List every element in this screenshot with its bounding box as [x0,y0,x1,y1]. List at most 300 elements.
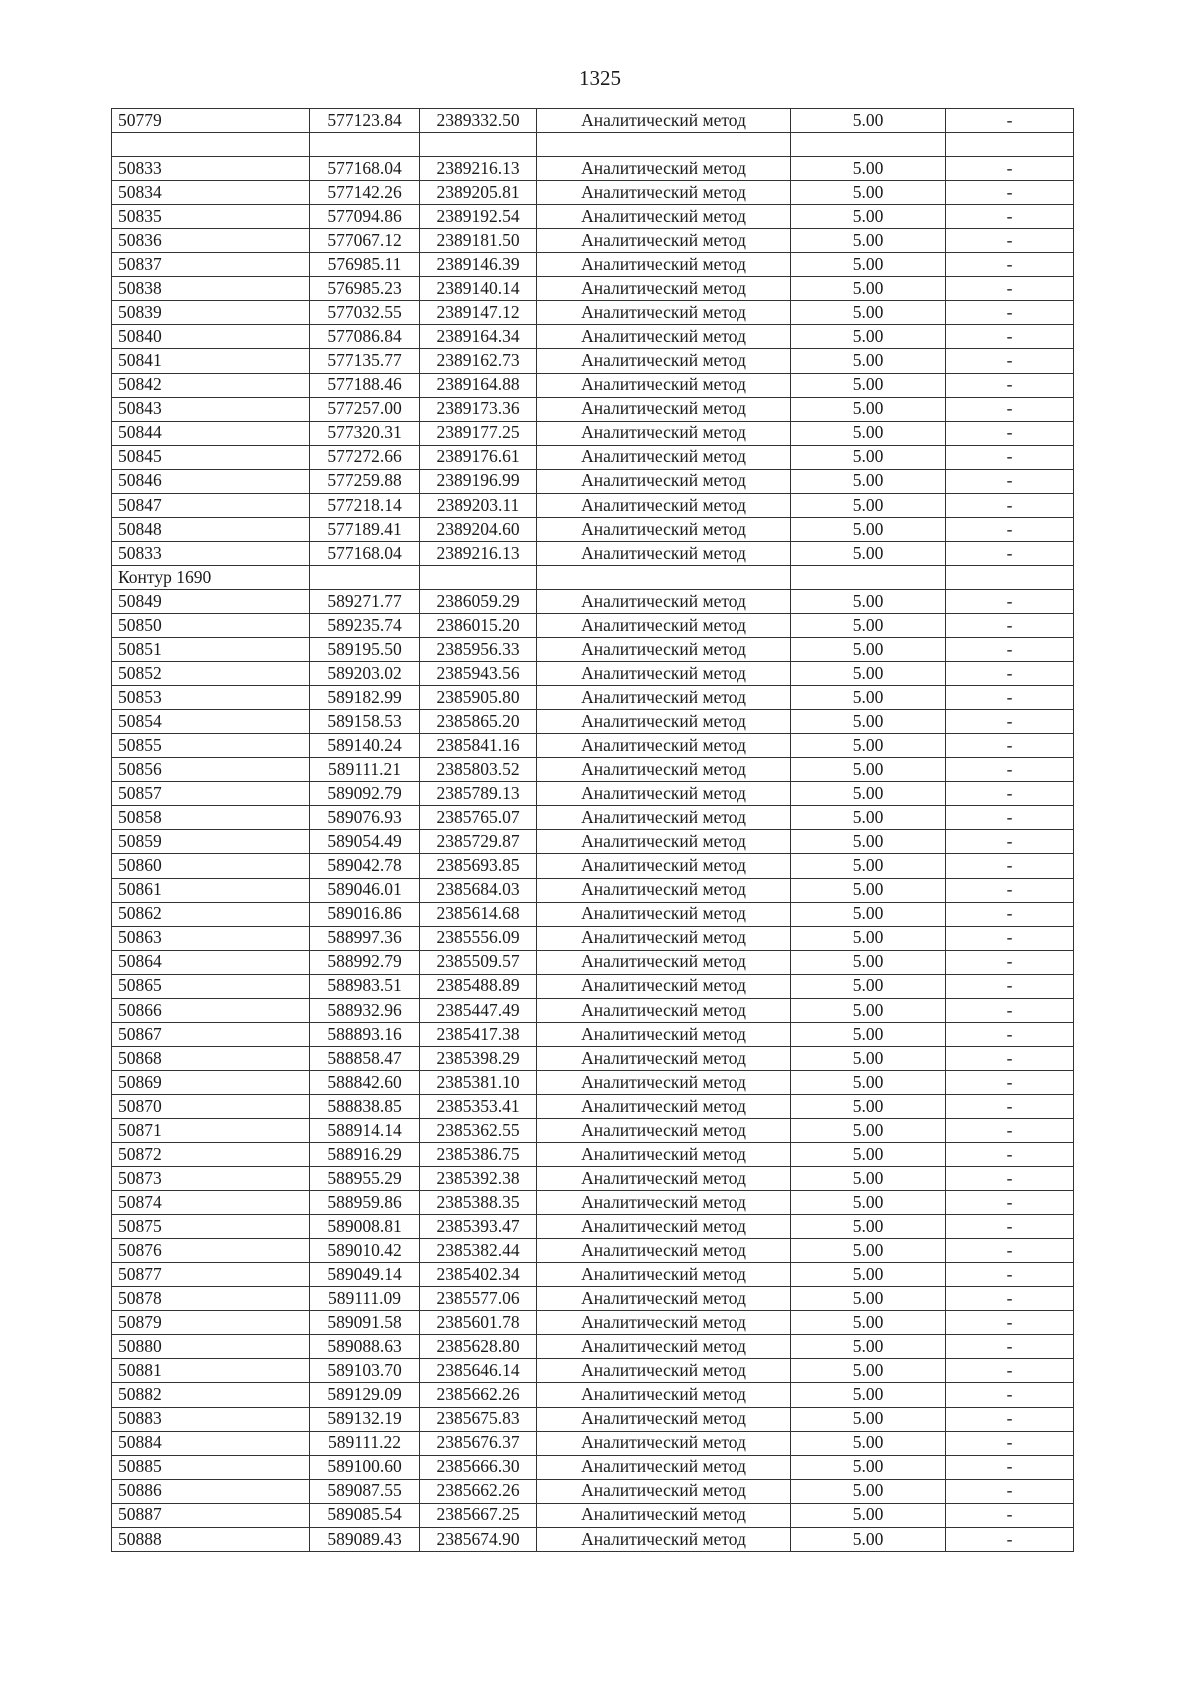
method-cell: Аналитический метод [537,1215,791,1239]
note-cell: - [946,205,1074,229]
method-cell: Аналитический метод [537,349,791,373]
x-coordinate-cell: 589203.02 [310,662,420,686]
point-id-cell: 50853 [112,686,310,710]
y-coordinate-cell: 2389146.39 [420,253,537,277]
y-coordinate-cell: 2389164.88 [420,373,537,397]
method-cell: Аналитический метод [537,181,791,205]
table-row [112,1431,1074,1455]
x-coordinate-cell: 589016.86 [310,902,420,926]
method-cell: Аналитический метод [537,878,791,902]
y-coordinate-cell: 2385388.35 [420,1191,537,1215]
note-cell: - [946,349,1074,373]
error-cell: 5.00 [791,1118,946,1142]
note-cell: - [946,493,1074,517]
x-coordinate-cell: 577218.14 [310,493,420,517]
error-cell: 5.00 [791,662,946,686]
method-cell: Аналитический метод [537,253,791,277]
x-coordinate-cell: 577123.84 [310,109,420,133]
table-row [112,950,1074,974]
method-cell: Аналитический метод [537,854,791,878]
error-cell: 5.00 [791,782,946,806]
method-cell: Аналитический метод [537,1431,791,1455]
y-coordinate-cell: 2385841.16 [420,734,537,758]
x-coordinate-cell: 589088.63 [310,1335,420,1359]
contour-label: Контур 1690 [112,565,310,589]
method-cell: Аналитический метод [537,1046,791,1070]
point-id-cell: 50845 [112,445,310,469]
empty-cell [791,565,946,589]
x-coordinate-cell: 576985.11 [310,253,420,277]
y-coordinate-cell: 2389173.36 [420,397,537,421]
note-cell: - [946,373,1074,397]
point-id-cell: 50852 [112,662,310,686]
table-row [112,109,1074,133]
point-id-cell: 50854 [112,710,310,734]
note-cell: - [946,1094,1074,1118]
y-coordinate-cell: 2385614.68 [420,902,537,926]
x-coordinate-cell: 577272.66 [310,445,420,469]
error-cell: 5.00 [791,1431,946,1455]
note-cell: - [946,1215,1074,1239]
empty-cell [946,133,1074,157]
point-id-cell: 50880 [112,1335,310,1359]
method-cell: Аналитический метод [537,902,791,926]
table-row [112,613,1074,637]
y-coordinate-cell: 2389204.60 [420,517,537,541]
error-cell: 5.00 [791,493,946,517]
table-row [112,349,1074,373]
point-id-cell: 50857 [112,782,310,806]
note-cell: - [946,1118,1074,1142]
note-cell: - [946,1263,1074,1287]
method-cell: Аналитический метод [537,1383,791,1407]
method-cell: Аналитический метод [537,589,791,613]
note-cell: - [946,157,1074,181]
table-row [112,1070,1074,1094]
table-row [112,157,1074,181]
method-cell: Аналитический метод [537,1094,791,1118]
y-coordinate-cell: 2385956.33 [420,638,537,662]
note-cell: - [946,1359,1074,1383]
table-row [112,493,1074,517]
note-cell: - [946,229,1074,253]
method-cell: Аналитический метод [537,1287,791,1311]
note-cell: - [946,517,1074,541]
x-coordinate-cell: 589089.43 [310,1527,420,1551]
table-row [112,1094,1074,1118]
note-cell: - [946,878,1074,902]
note-cell: - [946,926,1074,950]
method-cell: Аналитический метод [537,157,791,181]
page-number: 1325 [579,66,621,90]
x-coordinate-cell: 577168.04 [310,541,420,565]
method-cell: Аналитический метод [537,1479,791,1503]
method-cell: Аналитический метод [537,541,791,565]
table-row [112,662,1074,686]
note-cell: - [946,1239,1074,1263]
y-coordinate-cell: 2385392.38 [420,1167,537,1191]
table-row [112,758,1074,782]
y-coordinate-cell: 2385662.26 [420,1479,537,1503]
point-id-cell: 50856 [112,758,310,782]
error-cell: 5.00 [791,638,946,662]
point-id-cell: 50876 [112,1239,310,1263]
error-cell: 5.00 [791,181,946,205]
point-id-cell: 50868 [112,1046,310,1070]
point-id-cell: 50859 [112,830,310,854]
table-row [112,638,1074,662]
point-id-cell: 50886 [112,1479,310,1503]
x-coordinate-cell: 577142.26 [310,181,420,205]
table-row [112,1311,1074,1335]
error-cell: 5.00 [791,1383,946,1407]
point-id-cell: 50884 [112,1431,310,1455]
y-coordinate-cell: 2385381.10 [420,1070,537,1094]
point-id-cell: 50779 [112,109,310,133]
error-cell: 5.00 [791,734,946,758]
method-cell: Аналитический метод [537,638,791,662]
error-cell: 5.00 [791,758,946,782]
error-cell: 5.00 [791,1094,946,1118]
y-coordinate-cell: 2385362.55 [420,1118,537,1142]
table-row [112,325,1074,349]
point-id-cell: 50846 [112,469,310,493]
point-id-cell: 50844 [112,421,310,445]
table-row [112,1046,1074,1070]
error-cell: 5.00 [791,686,946,710]
point-id-cell: 50833 [112,157,310,181]
y-coordinate-cell: 2385684.03 [420,878,537,902]
point-id-cell: 50847 [112,493,310,517]
error-cell: 5.00 [791,1455,946,1479]
y-coordinate-cell: 2389192.54 [420,205,537,229]
y-coordinate-cell: 2385382.44 [420,1239,537,1263]
note-cell: - [946,998,1074,1022]
y-coordinate-cell: 2385509.57 [420,950,537,974]
error-cell: 5.00 [791,109,946,133]
method-cell: Аналитический метод [537,1070,791,1094]
point-id-cell: 50855 [112,734,310,758]
table-row [112,253,1074,277]
table-row [112,181,1074,205]
note-cell: - [946,1046,1074,1070]
y-coordinate-cell: 2385398.29 [420,1046,537,1070]
table-row [112,1407,1074,1431]
error-cell: 5.00 [791,1239,946,1263]
y-coordinate-cell: 2385675.83 [420,1407,537,1431]
empty-cell [310,565,420,589]
y-coordinate-cell: 2389203.11 [420,493,537,517]
empty-cell [791,133,946,157]
table-row [112,782,1074,806]
table-row [112,1215,1074,1239]
table-row [112,878,1074,902]
note-cell: - [946,325,1074,349]
note-cell: - [946,1287,1074,1311]
note-cell: - [946,1455,1074,1479]
note-cell: - [946,734,1074,758]
point-id-cell: 50841 [112,349,310,373]
point-id-cell: 50872 [112,1143,310,1167]
y-coordinate-cell: 2385943.56 [420,662,537,686]
x-coordinate-cell: 588842.60 [310,1070,420,1094]
method-cell: Аналитический метод [537,277,791,301]
note-cell: - [946,686,1074,710]
y-coordinate-cell: 2385646.14 [420,1359,537,1383]
error-cell: 5.00 [791,325,946,349]
point-id-cell: 50833 [112,541,310,565]
table-row [112,686,1074,710]
point-id-cell: 50865 [112,974,310,998]
point-id-cell: 50863 [112,926,310,950]
point-id-cell: 50834 [112,181,310,205]
x-coordinate-cell: 577067.12 [310,229,420,253]
empty-cell [310,133,420,157]
point-id-cell: 50873 [112,1167,310,1191]
table-row [112,854,1074,878]
y-coordinate-cell: 2389181.50 [420,229,537,253]
error-cell: 5.00 [791,710,946,734]
method-cell: Аналитический метод [537,493,791,517]
error-cell: 5.00 [791,229,946,253]
method-cell: Аналитический метод [537,998,791,1022]
table-row [112,397,1074,421]
method-cell: Аналитический метод [537,1167,791,1191]
point-id-cell: 50849 [112,589,310,613]
note-cell: - [946,1143,1074,1167]
x-coordinate-cell: 589271.77 [310,589,420,613]
empty-cell [420,565,537,589]
point-id-cell: 50878 [112,1287,310,1311]
method-cell: Аналитический метод [537,686,791,710]
method-cell: Аналитический метод [537,205,791,229]
point-id-cell: 50883 [112,1407,310,1431]
x-coordinate-cell: 588838.85 [310,1094,420,1118]
point-id-cell: 50866 [112,998,310,1022]
note-cell: - [946,1383,1074,1407]
table-row [112,1503,1074,1527]
note-cell: - [946,469,1074,493]
error-cell: 5.00 [791,589,946,613]
table-row [112,1527,1074,1551]
method-cell: Аналитический метод [537,1239,791,1263]
note-cell: - [946,613,1074,637]
y-coordinate-cell: 2385693.85 [420,854,537,878]
x-coordinate-cell: 577094.86 [310,205,420,229]
point-id-cell: 50885 [112,1455,310,1479]
note-cell: - [946,1167,1074,1191]
point-id-cell: 50870 [112,1094,310,1118]
point-id-cell: 50877 [112,1263,310,1287]
y-coordinate-cell: 2389216.13 [420,157,537,181]
x-coordinate-cell: 589085.54 [310,1503,420,1527]
error-cell: 5.00 [791,445,946,469]
error-cell: 5.00 [791,277,946,301]
y-coordinate-cell: 2389177.25 [420,421,537,445]
point-id-cell: 50839 [112,301,310,325]
x-coordinate-cell: 589076.93 [310,806,420,830]
x-coordinate-cell: 589091.58 [310,1311,420,1335]
x-coordinate-cell: 577188.46 [310,373,420,397]
table-row [112,1191,1074,1215]
point-id-cell: 50874 [112,1191,310,1215]
method-cell: Аналитический метод [537,1311,791,1335]
contour-header-row [112,565,1074,589]
method-cell: Аналитический метод [537,613,791,637]
point-id-cell: 50835 [112,205,310,229]
error-cell: 5.00 [791,1263,946,1287]
y-coordinate-cell: 2385667.25 [420,1503,537,1527]
method-cell: Аналитический метод [537,469,791,493]
table-row [112,1287,1074,1311]
table-row [112,1335,1074,1359]
error-cell: 5.00 [791,806,946,830]
x-coordinate-cell: 589129.09 [310,1383,420,1407]
point-id-cell: 50836 [112,229,310,253]
table-row [112,1239,1074,1263]
method-cell: Аналитический метод [537,109,791,133]
y-coordinate-cell: 2385765.07 [420,806,537,830]
x-coordinate-cell: 589235.74 [310,613,420,637]
note-cell: - [946,806,1074,830]
error-cell: 5.00 [791,1022,946,1046]
y-coordinate-cell: 2385556.09 [420,926,537,950]
note-cell: - [946,950,1074,974]
point-id-cell: 50875 [112,1215,310,1239]
y-coordinate-cell: 2386015.20 [420,613,537,637]
x-coordinate-cell: 588893.16 [310,1022,420,1046]
method-cell: Аналитический метод [537,710,791,734]
point-id-cell: 50848 [112,517,310,541]
y-coordinate-cell: 2385803.52 [420,758,537,782]
table-row [112,830,1074,854]
x-coordinate-cell: 589111.22 [310,1431,420,1455]
method-cell: Аналитический метод [537,806,791,830]
error-cell: 5.00 [791,421,946,445]
error-cell: 5.00 [791,1311,946,1335]
note-cell: - [946,1407,1074,1431]
note-cell: - [946,1479,1074,1503]
note-cell: - [946,181,1074,205]
error-cell: 5.00 [791,1046,946,1070]
x-coordinate-cell: 588992.79 [310,950,420,974]
point-id-cell: 50861 [112,878,310,902]
y-coordinate-cell: 2389147.12 [420,301,537,325]
x-coordinate-cell: 577257.00 [310,397,420,421]
x-coordinate-cell: 589046.01 [310,878,420,902]
note-cell: - [946,854,1074,878]
x-coordinate-cell: 577189.41 [310,517,420,541]
y-coordinate-cell: 2389196.99 [420,469,537,493]
method-cell: Аналитический метод [537,1503,791,1527]
method-cell: Аналитический метод [537,662,791,686]
y-coordinate-cell: 2385393.47 [420,1215,537,1239]
table-row [112,926,1074,950]
x-coordinate-cell: 588983.51 [310,974,420,998]
point-id-cell: 50869 [112,1070,310,1094]
error-cell: 5.00 [791,1287,946,1311]
error-cell: 5.00 [791,205,946,229]
table-row [112,1455,1074,1479]
note-cell: - [946,1311,1074,1335]
error-cell: 5.00 [791,854,946,878]
x-coordinate-cell: 588997.36 [310,926,420,950]
method-cell: Аналитический метод [537,974,791,998]
y-coordinate-cell: 2389164.34 [420,325,537,349]
method-cell: Аналитический метод [537,397,791,421]
x-coordinate-cell: 576985.23 [310,277,420,301]
x-coordinate-cell: 589182.99 [310,686,420,710]
note-cell: - [946,445,1074,469]
error-cell: 5.00 [791,974,946,998]
method-cell: Аналитический метод [537,229,791,253]
error-cell: 5.00 [791,541,946,565]
method-cell: Аналитический метод [537,926,791,950]
note-cell: - [946,1070,1074,1094]
x-coordinate-cell: 589092.79 [310,782,420,806]
error-cell: 5.00 [791,1479,946,1503]
table-row [112,998,1074,1022]
method-cell: Аналитический метод [537,421,791,445]
error-cell: 5.00 [791,469,946,493]
table-row [112,974,1074,998]
note-cell: - [946,109,1074,133]
method-cell: Аналитический метод [537,1263,791,1287]
y-coordinate-cell: 2385666.30 [420,1455,537,1479]
x-coordinate-cell: 588955.29 [310,1167,420,1191]
note-cell: - [946,830,1074,854]
y-coordinate-cell: 2389140.14 [420,277,537,301]
error-cell: 5.00 [791,902,946,926]
error-cell: 5.00 [791,830,946,854]
y-coordinate-cell: 2385353.41 [420,1094,537,1118]
y-coordinate-cell: 2385577.06 [420,1287,537,1311]
table-row [112,1383,1074,1407]
method-cell: Аналитический метод [537,1191,791,1215]
error-cell: 5.00 [791,517,946,541]
y-coordinate-cell: 2389216.13 [420,541,537,565]
note-cell: - [946,421,1074,445]
y-coordinate-cell: 2385417.38 [420,1022,537,1046]
method-cell: Аналитический метод [537,734,791,758]
x-coordinate-cell: 589010.42 [310,1239,420,1263]
note-cell: - [946,710,1074,734]
x-coordinate-cell: 589111.21 [310,758,420,782]
x-coordinate-cell: 589042.78 [310,854,420,878]
x-coordinate-cell: 577135.77 [310,349,420,373]
blank-separator-row [112,133,1074,157]
note-cell: - [946,1431,1074,1455]
method-cell: Аналитический метод [537,301,791,325]
error-cell: 5.00 [791,950,946,974]
point-id-cell: 50862 [112,902,310,926]
point-id-cell: 50851 [112,638,310,662]
method-cell: Аналитический метод [537,1407,791,1431]
y-coordinate-cell: 2385628.80 [420,1335,537,1359]
error-cell: 5.00 [791,1335,946,1359]
note-cell: - [946,301,1074,325]
method-cell: Аналитический метод [537,1335,791,1359]
table-row [112,1263,1074,1287]
method-cell: Аналитический метод [537,830,791,854]
x-coordinate-cell: 589100.60 [310,1455,420,1479]
method-cell: Аналитический метод [537,758,791,782]
point-id-cell: 50887 [112,1503,310,1527]
y-coordinate-cell: 2385674.90 [420,1527,537,1551]
y-coordinate-cell: 2385662.26 [420,1383,537,1407]
table-row [112,445,1074,469]
x-coordinate-cell: 589103.70 [310,1359,420,1383]
